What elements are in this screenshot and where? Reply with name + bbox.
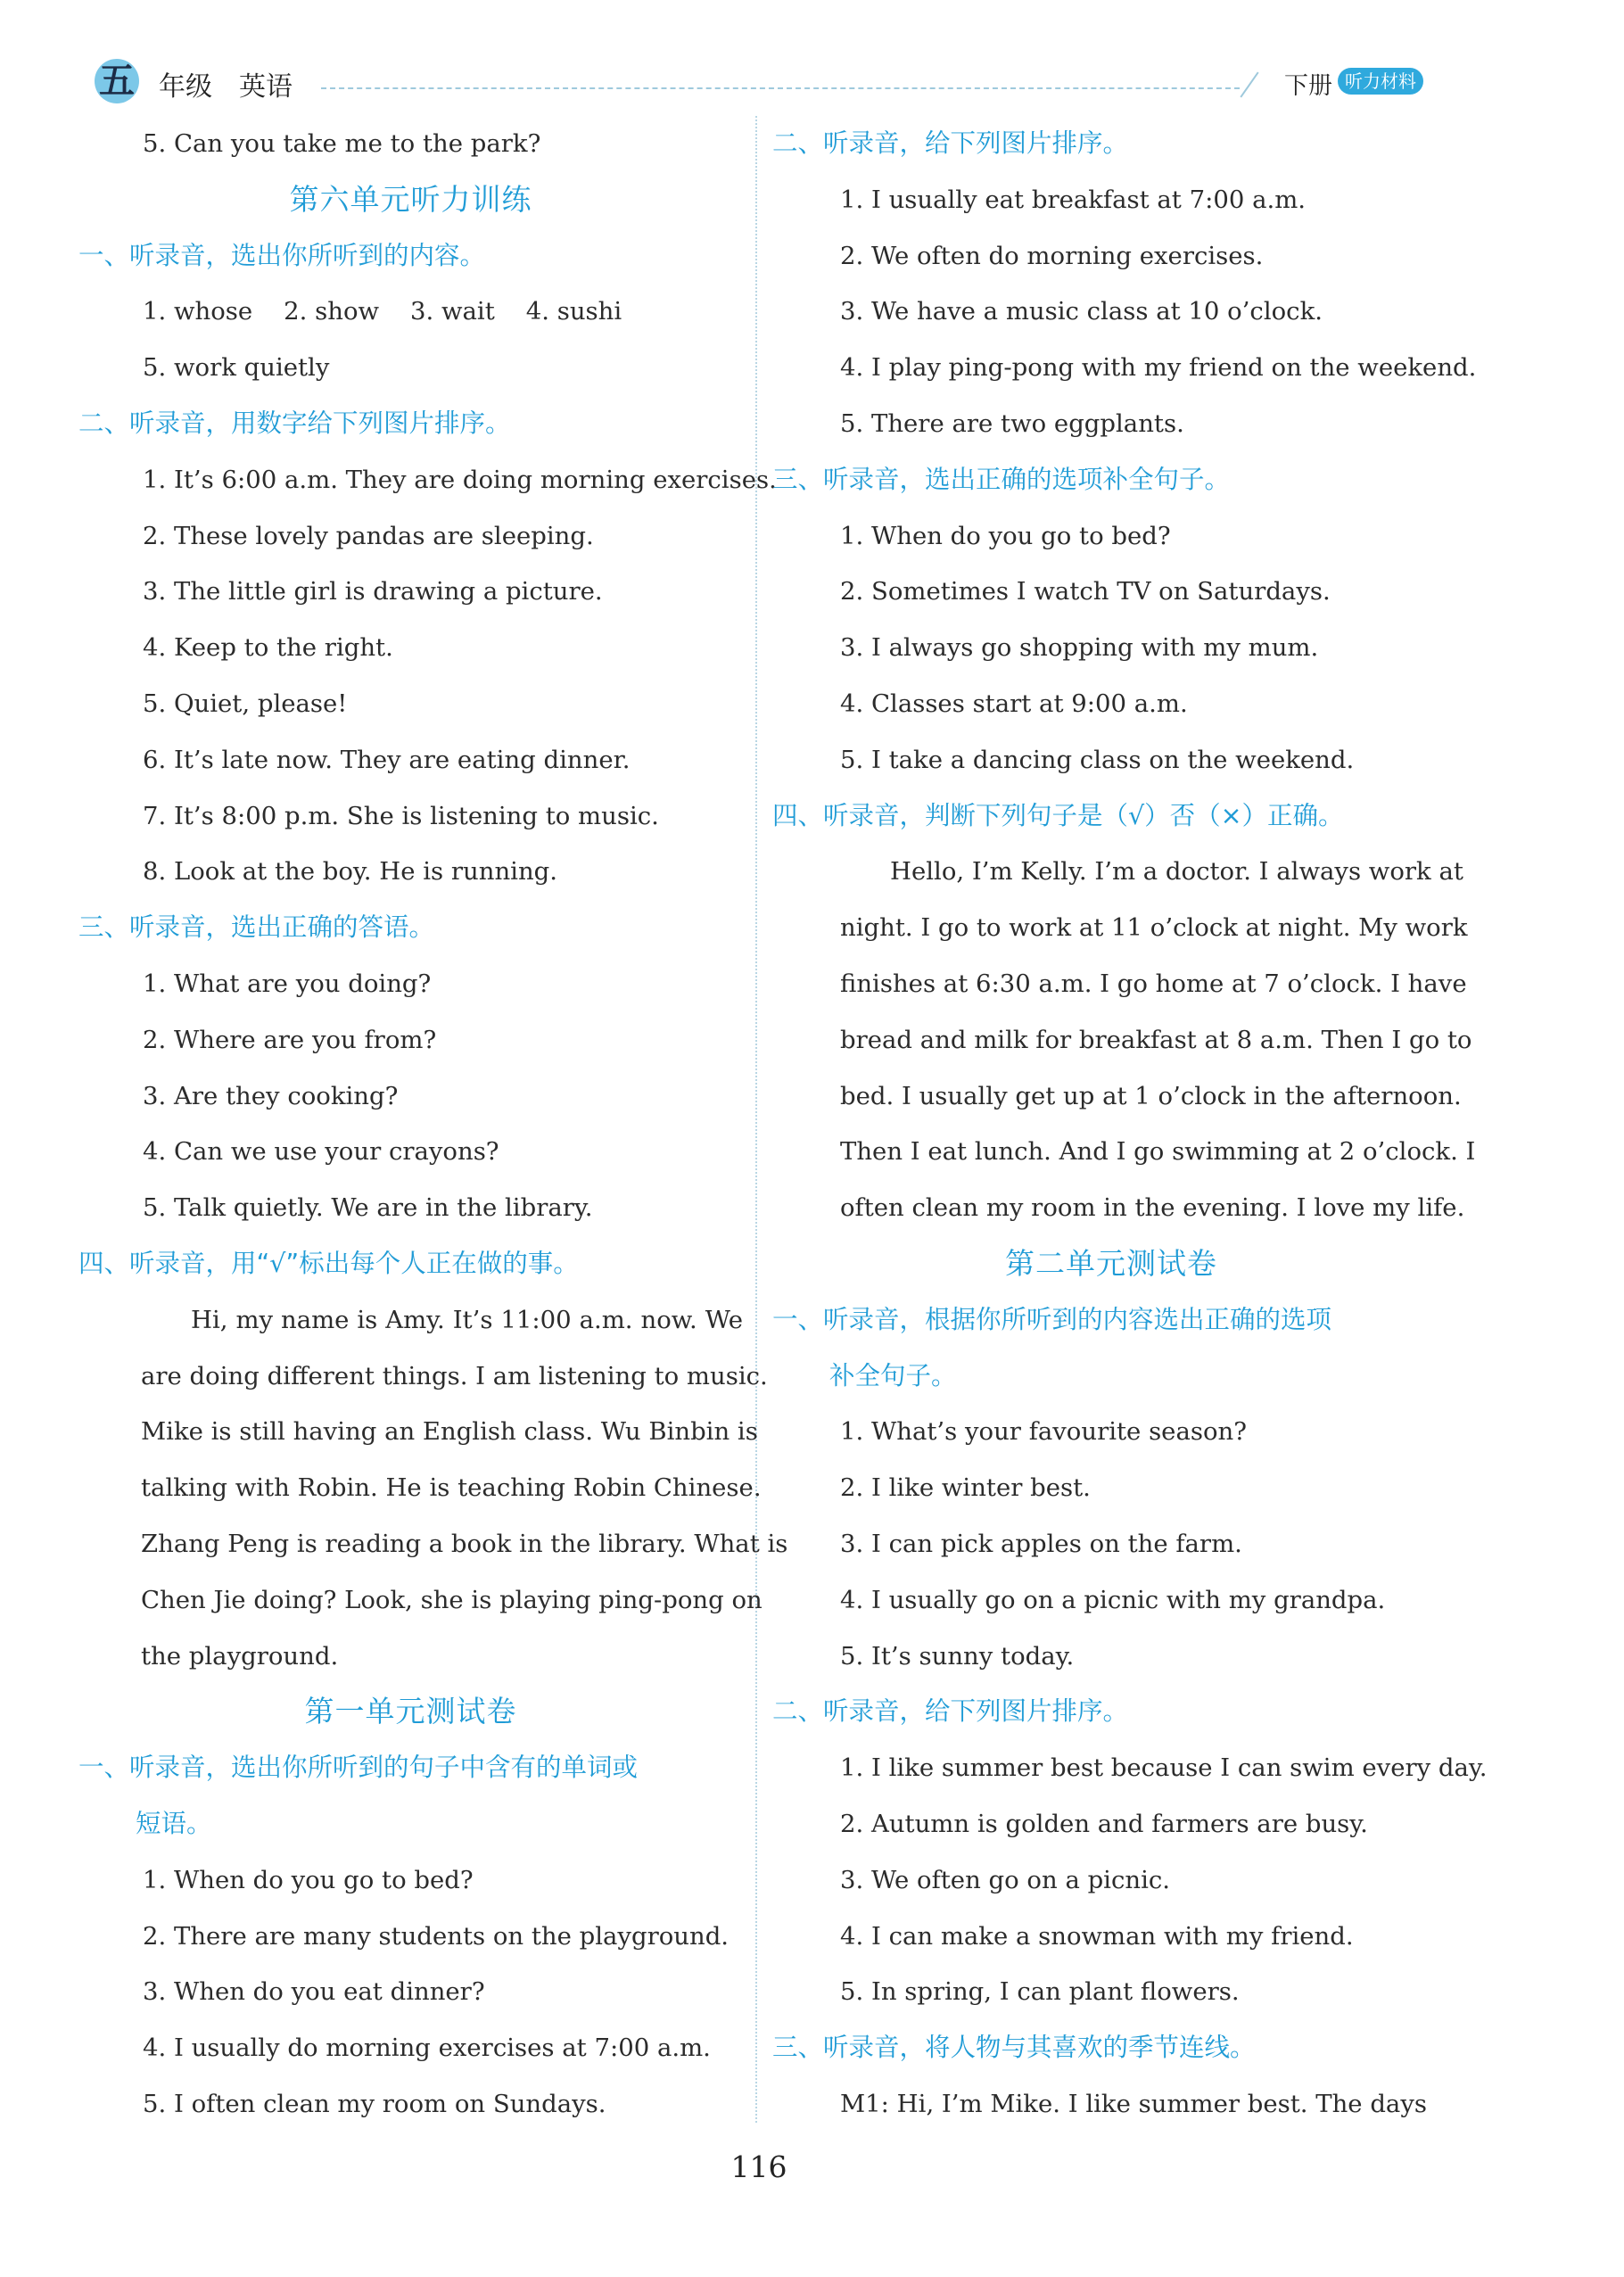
list-item: 3. I always go shopping with my mum. [840,633,1319,663]
list-item: 1. I usually eat breakfast at 7:00 a.m. [840,185,1307,214]
list-item: 4. Keep to the right. [143,633,393,663]
list-item: 5. I often clean my room on Sundays. [143,2089,606,2118]
subject-label: 英语 [239,71,293,103]
passage [772,844,1476,1236]
grade-label: 年级 [159,71,212,103]
list-item: 2. Where are you from? [143,1025,437,1054]
passage-line: Zhang Peng is reading a book in the library. What is [141,1529,788,1558]
passage-line: Hello, I’m Kelly. I’m a doctor. I always work at [890,857,1463,887]
unit-2-test-title: 第二单元测试卷 [1005,1245,1217,1281]
list-item: 6. It’s late now. They are eating dinner. [143,745,631,774]
list-item: 1. I like summer best because I can swim every day. [840,1753,1488,1783]
header-slash [1240,72,1258,98]
header-divider [321,87,1240,89]
section-heading: 二、听录音，给下列图片排序。 [772,128,1129,158]
unit-6-title: 第六单元听力训练 [289,181,532,217]
section-heading: 一、听录音，根据你所听到的内容选出正确的选项 [772,1304,1332,1334]
list-item: 1. What’s your favourite season? [840,1417,1247,1447]
section-heading: 三、听录音，选出正确的选项补全句子。 [772,464,1231,494]
passage-line: finishes at 6:30 a.m. I go home at 7 o’clock. I have [840,969,1467,998]
list-item: 2. Autumn is golden and farmers are busy. [840,1809,1368,1838]
section-heading-continued: 补全句子。 [829,1360,957,1390]
list-item: 4. Can we use your crayons? [143,1137,499,1167]
list-item: 4. Classes start at 9:00 a.m. [840,689,1188,718]
list-item: 1. It’s 6:00 a.m. They are doing morning exercises. [143,465,777,494]
passage-line: Then I eat lunch. And I go swimming at 2 o’clock. I [840,1137,1476,1167]
unit-1-test-title: 第一单元测试卷 [304,1694,517,1729]
page-number: 116 [730,2149,787,2184]
list-item: 5. I take a dancing class on the weekend. [840,745,1355,774]
section-heading: 三、听录音，选出正确的答语。 [78,912,435,943]
list-item: 3. I can pick apples on the farm. [840,1529,1242,1558]
section-heading: 四、听录音，判断下列句子是（√）否（×）正确。 [772,800,1344,830]
passage [78,1292,788,1685]
list-item: 1. When do you go to bed? [840,521,1171,550]
passage-line: are doing different things. I am listening to music. [141,1361,768,1390]
list-item: 5. It’s sunny today. [840,1641,1075,1671]
text-line: 5. work quietly [143,353,330,383]
grade-badge: 五 [95,59,139,103]
list-item: 3. Are they cooking? [143,1081,399,1110]
right-column [772,116,1488,2133]
page-header [89,57,1436,111]
list-item: 3. We often go on a picnic. [840,1865,1171,1894]
list-item: 7. It’s 8:00 p.m. She is listening to music. [143,801,659,830]
list-item: 8. Look at the boy. He is running. [143,857,558,887]
column-divider [755,116,757,2123]
section-heading-continued: 短语。 [136,1808,212,1838]
list-item: 3. The little girl is drawing a picture. [143,577,603,606]
list-item: 2. There are many students on the playground. [143,1921,730,1951]
list-item: 5. Talk quietly. We are in the library. [143,1193,593,1223]
list-item: 4. I play ping-pong with my friend on the weekend. [840,353,1477,383]
passage-line: bread and milk for breakfast at 8 a.m. Then I go to [840,1025,1472,1054]
listening-material-badge: 听力材料 [1338,68,1423,95]
passage-line: the playground. [141,1641,339,1671]
passage-line: night. I go to work at 11 o’clock at night. My work [840,913,1468,943]
volume-label: 下册 [1284,72,1332,100]
list-item: 2. Sometimes I watch TV on Saturdays. [840,577,1331,606]
list-item: 5. There are two eggplants. [840,408,1184,438]
left-column [78,116,788,2133]
list-item: 2. I like winter best. [840,1473,1091,1503]
list-item: 1. What are you doing? [143,969,432,998]
passage-line: talking with Robin. He is teaching Robin Chinese. [141,1473,762,1503]
section-heading: 四、听录音，用“√”标出每个人正在做的事。 [78,1248,579,1278]
passage-line: Mike is still having an English class. Wu Binbin is [141,1417,758,1447]
text-line: M1: Hi, I’m Mike. I like summer best. The days [840,2089,1427,2118]
passage-line: bed. I usually get up at 1 o’clock in the afternoon. [840,1081,1462,1110]
list-item: 2. We often do morning exercises. [840,241,1264,270]
list-item: 4. I can make a snowman with my friend. [840,1921,1354,1951]
list-item: 1. When do you go to bed? [143,1865,474,1894]
text-line: 5. Can you take me to the park? [143,129,541,158]
list-item: 5. In spring, I can plant flowers. [840,1977,1240,2007]
list-item: 3. When do you eat dinner? [143,1977,485,2007]
passage-line: Hi, my name is Amy. It’s 11:00 a.m. now. We [191,1305,743,1334]
section-heading: 二、听录音，用数字给下列图片排序。 [78,408,511,438]
list-item: 5. Quiet, please! [143,689,348,718]
passage-line: often clean my room in the evening. I love my life. [840,1193,1465,1223]
list-item: 4. I usually go on a picnic with my grandpa. [840,1585,1386,1614]
text-line: 1. whose 2. show 3. wait 4. sushi [143,297,622,326]
passage-line: Chen Jie doing? Look, she is playing ping-pong on [141,1585,763,1614]
section-heading: 一、听录音，选出你所听到的内容。 [78,240,486,270]
section-heading: 二、听录音，给下列图片排序。 [772,1696,1129,1727]
list-item: 3. We have a music class at 10 o’clock. [840,297,1323,326]
section-heading: 三、听录音，将人物与其喜欢的季节连线。 [772,2033,1256,2063]
section-heading: 一、听录音，选出你所听到的句子中含有的单词或 [78,1753,639,1783]
list-item: 2. These lovely pandas are sleeping. [143,521,594,550]
list-item: 4. I usually do morning exercises at 7:00 a.m. [143,2034,711,2063]
